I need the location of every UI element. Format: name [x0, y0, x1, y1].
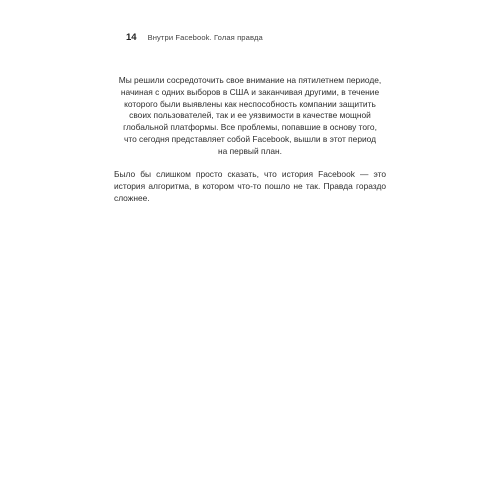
paragraph-1: [114, 75, 386, 158]
text-line: глобальной платформы. Все проблемы, попавшие в основу того,: [123, 122, 377, 133]
paragraph-2: [114, 169, 386, 204]
text-line: которого были выявлены как неспособность компании защитить: [124, 98, 376, 109]
text-line: начиная с одних выборов в США и заканчивая другими, в течение: [120, 86, 380, 97]
text-line: история алгоритма, в котором что-то пошло не так. Правда гораздо: [114, 180, 386, 191]
running-header: [126, 32, 263, 43]
body-text: [114, 75, 386, 216]
text-line: что сегодня представляет собой Facebook, вышли в этот период: [123, 133, 377, 144]
text-line: своих пользователей, так и ее уязвимости в качестве мощной: [129, 110, 371, 121]
text-line: на первый план.: [218, 145, 282, 156]
text-line: сложнее.: [114, 192, 150, 203]
text-line: Мы решили сосредоточить свое внимание на пятилетнем периоде,: [118, 75, 382, 85]
text-line: Было бы слишком просто сказать, что история Facebook — это: [114, 168, 386, 179]
page-number: 14: [126, 32, 137, 43]
running-title: Внутри Facebook. Голая правда: [147, 33, 263, 42]
